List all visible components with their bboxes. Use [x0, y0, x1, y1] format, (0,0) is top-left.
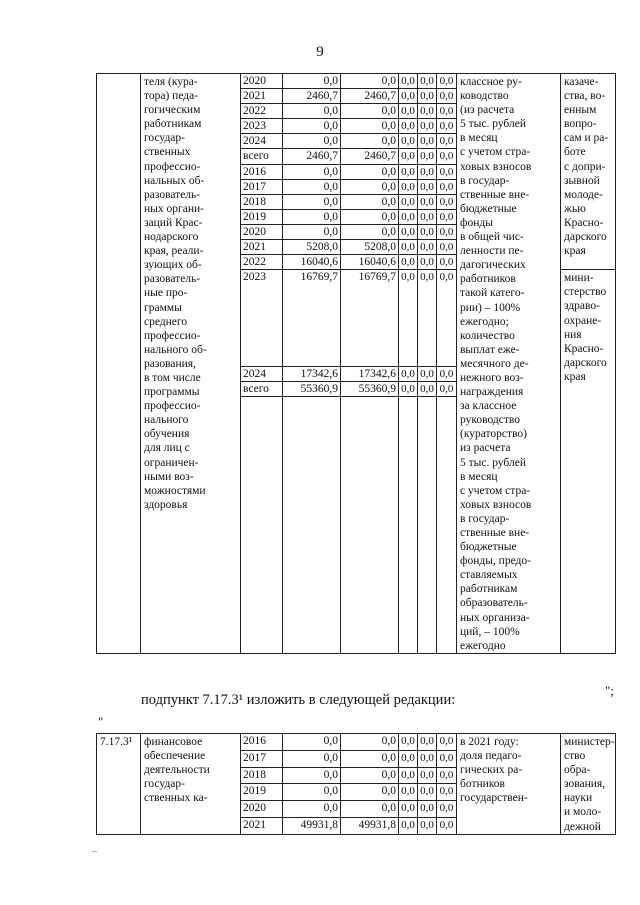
year-cell: 2016	[241, 734, 283, 751]
federal-cell: 0,0	[399, 194, 418, 209]
year-cell: 2020	[241, 801, 283, 818]
regional-cell: 5208,0	[341, 240, 399, 255]
total-cell: 0,0	[283, 119, 341, 134]
federal-cell: 0,0	[399, 240, 418, 255]
regional-cell: 16769,7	[341, 270, 399, 366]
subitem-instruction: подпункт 7.17.3¹ изложить в следующей редакции:	[141, 692, 456, 708]
municipal-cell: 0,0	[418, 801, 437, 818]
municipal-cell: 0,0	[418, 381, 437, 396]
municipal-cell: 0,0	[418, 164, 437, 179]
total-cell: 0,0	[283, 164, 341, 179]
municipal-cell: 0,0	[418, 270, 437, 366]
federal-cell: 0,0	[399, 255, 418, 270]
regional-cell: 2460,7	[341, 149, 399, 164]
regional-cell: 0,0	[341, 801, 399, 818]
total-cell: 0,0	[283, 224, 341, 239]
closing-quote-mark: ";	[605, 683, 614, 698]
regional-cell: 16040,6	[341, 255, 399, 270]
federal-cell: 0,0	[399, 89, 418, 104]
federal-cell: 0,0	[399, 801, 418, 818]
year-cell: 2017	[241, 750, 283, 767]
total-cell: 49931,8	[283, 817, 341, 834]
other-cell: 0,0	[437, 270, 457, 366]
other-cell: 0,0	[437, 240, 457, 255]
regional-cell: 55360,9	[341, 381, 399, 396]
other-cell: 0,0	[437, 89, 457, 104]
total-cell: 0,0	[283, 767, 341, 784]
regional-cell: 0,0	[341, 734, 399, 751]
total-cell: 0,0	[283, 134, 341, 149]
regional-cell: 0,0	[341, 750, 399, 767]
federal-cell: 0,0	[399, 270, 418, 366]
year-cell: 2023	[241, 270, 283, 366]
total-cell: 0,0	[283, 194, 341, 209]
federal-cell: 0,0	[399, 209, 418, 224]
other-cell: 0,0	[437, 134, 457, 149]
municipal-cell: 0,0	[418, 209, 437, 224]
regional-cell: 0,0	[341, 164, 399, 179]
federal-cell: 0,0	[399, 381, 418, 396]
other-cell: 0,0	[437, 366, 457, 381]
federal-cell: 0,0	[399, 366, 418, 381]
regional-cell: 0,0	[341, 119, 399, 134]
regional-cell: 49931,8	[341, 817, 399, 834]
regional-cell: 0,0	[341, 74, 399, 89]
regional-cell: 0,0	[341, 104, 399, 119]
year-cell: 2021	[241, 240, 283, 255]
municipal-cell: 0,0	[418, 240, 437, 255]
regional-cell: 2460,7	[341, 89, 399, 104]
other-cell: 0,0	[437, 750, 457, 767]
municipal-cell: 0,0	[418, 784, 437, 801]
opening-quote-mark: "	[98, 714, 104, 729]
total-cell: 0,0	[283, 179, 341, 194]
other-cell: 0,0	[437, 255, 457, 270]
other-cell: 0,0	[437, 119, 457, 134]
total-cell: 2460,7	[283, 149, 341, 164]
year-cell: 2019	[241, 784, 283, 801]
total-cell: 0,0	[283, 750, 341, 767]
total-cell: 0,0	[283, 734, 341, 751]
other-cell: 0,0	[437, 164, 457, 179]
total-cell: 16040,6	[283, 255, 341, 270]
municipal-cell: 0,0	[418, 194, 437, 209]
municipal-cell: 0,0	[418, 255, 437, 270]
federal-cell: 0,0	[399, 817, 418, 834]
empty-cell	[437, 396, 457, 653]
federal-cell: 0,0	[399, 750, 418, 767]
federal-cell: 0,0	[399, 767, 418, 784]
table-row	[97, 74, 616, 89]
executor-cell: мини- стерство здраво- охране- ния Красно- дарского края	[561, 270, 616, 654]
other-cell: 0,0	[437, 734, 457, 751]
page-number: 9	[316, 44, 324, 60]
other-cell: 0,0	[437, 224, 457, 239]
municipal-cell: 0,0	[418, 179, 437, 194]
other-cell: 0,0	[437, 817, 457, 834]
year-cell: 2022	[241, 104, 283, 119]
year-cell: 2021	[241, 89, 283, 104]
program-table-continued	[96, 73, 616, 654]
total-cell: 0,0	[283, 104, 341, 119]
year-cell: 2019	[241, 209, 283, 224]
other-cell: 0,0	[437, 381, 457, 396]
total-cell: 0,0	[283, 74, 341, 89]
federal-cell: 0,0	[399, 119, 418, 134]
empty-cell	[283, 396, 341, 653]
other-cell: 0,0	[437, 209, 457, 224]
federal-cell: 0,0	[399, 734, 418, 751]
other-cell: 0,0	[437, 784, 457, 801]
municipal-cell: 0,0	[418, 89, 437, 104]
total-cell: 2460,7	[283, 89, 341, 104]
regional-cell: 0,0	[341, 784, 399, 801]
year-cell: 2020	[241, 224, 283, 239]
program-table-new-edition	[96, 733, 616, 835]
municipal-cell: 0,0	[418, 767, 437, 784]
description-cell: теля (кура- тора) педа- гогическим работникам государ- ственных профессио- нальных об- разователь- ных органи- заций Крас- нодарского края, реали- зующих об- разователь- ные про- граммы среднего профессио- нального об- разования, в том числе программы профессио- нального обучения для лиц с ограничен- ными воз- можностями здоровья	[141, 74, 241, 654]
year-cell: 2024	[241, 134, 283, 149]
total-cell: 0,0	[283, 784, 341, 801]
executor-cell: министер- ство обра- зования, науки и моло- дежной	[561, 734, 616, 835]
description-cell: финансовое обеспечение деятельности государ- ственных ка-	[141, 734, 241, 835]
regional-cell: 0,0	[341, 767, 399, 784]
regional-cell: 0,0	[341, 194, 399, 209]
federal-cell: 0,0	[399, 179, 418, 194]
municipal-cell: 0,0	[418, 119, 437, 134]
footer-mark: –	[92, 846, 97, 857]
table-row	[97, 734, 616, 751]
executor-cell: казаче- ства, во- енным вопро- сам и ра- боте с допри- зывной молоде- жью Красно- дарского края	[561, 74, 616, 270]
empty-cell	[399, 396, 418, 653]
year-cell: 2017	[241, 179, 283, 194]
regional-cell: 0,0	[341, 224, 399, 239]
regional-cell: 0,0	[341, 179, 399, 194]
other-cell: 0,0	[437, 74, 457, 89]
federal-cell: 0,0	[399, 74, 418, 89]
year-cell: 2023	[241, 119, 283, 134]
federal-cell: 0,0	[399, 149, 418, 164]
municipal-cell: 0,0	[418, 74, 437, 89]
year-cell: 2020	[241, 74, 283, 89]
municipal-cell: 0,0	[418, 149, 437, 164]
municipal-cell: 0,0	[418, 750, 437, 767]
other-cell: 0,0	[437, 801, 457, 818]
result-cell: в 2021 году: доля педаго- гических ра- ботников государствен-	[457, 734, 561, 835]
federal-cell: 0,0	[399, 164, 418, 179]
municipal-cell: 0,0	[418, 366, 437, 381]
empty-cell	[418, 396, 437, 653]
year-cell: всего	[241, 149, 283, 164]
year-cell: 2022	[241, 255, 283, 270]
federal-cell: 0,0	[399, 134, 418, 149]
total-cell: 0,0	[283, 801, 341, 818]
federal-cell: 0,0	[399, 224, 418, 239]
other-cell: 0,0	[437, 767, 457, 784]
code-cell: 7.17.3¹	[97, 734, 141, 835]
result-cell: классное ру- ководство (из расчета 5 тыс. рублей в месяц с учетом стра- ховых взносов в государ- ственные вне- бюджетные фонды в общей чис- ленности пе- дагогических работников такой катего- рии) – 100% ежегодно; количество выплат еже- месячного де- нежного воз- награждения за классное руководство (кураторство) из расчета 5 тыс. рублей в месяц с учетом стра- ховых взносов в государ- ственные вне- бюджетные фонды, предо- ставляемых работникам образователь- ных организа- ций, – 100% ежегодно	[457, 74, 561, 654]
federal-cell: 0,0	[399, 104, 418, 119]
municipal-cell: 0,0	[418, 134, 437, 149]
year-cell: 2018	[241, 194, 283, 209]
year-cell: 2024	[241, 366, 283, 381]
empty-cell	[241, 396, 283, 653]
year-cell: 2021	[241, 817, 283, 834]
total-cell: 16769,7	[283, 270, 341, 366]
municipal-cell: 0,0	[418, 817, 437, 834]
municipal-cell: 0,0	[418, 104, 437, 119]
empty-cell	[341, 396, 399, 653]
other-cell: 0,0	[437, 179, 457, 194]
other-cell: 0,0	[437, 194, 457, 209]
other-cell: 0,0	[437, 149, 457, 164]
regional-cell: 0,0	[341, 134, 399, 149]
municipal-cell: 0,0	[418, 734, 437, 751]
federal-cell: 0,0	[399, 784, 418, 801]
code-cell	[97, 74, 141, 654]
total-cell: 5208,0	[283, 240, 341, 255]
total-cell: 17342,6	[283, 366, 341, 381]
year-cell: 2016	[241, 164, 283, 179]
regional-cell: 0,0	[341, 209, 399, 224]
year-cell: 2018	[241, 767, 283, 784]
municipal-cell: 0,0	[418, 224, 437, 239]
regional-cell: 17342,6	[341, 366, 399, 381]
total-cell: 55360,9	[283, 381, 341, 396]
total-cell: 0,0	[283, 209, 341, 224]
year-cell: всего	[241, 381, 283, 396]
other-cell: 0,0	[437, 104, 457, 119]
